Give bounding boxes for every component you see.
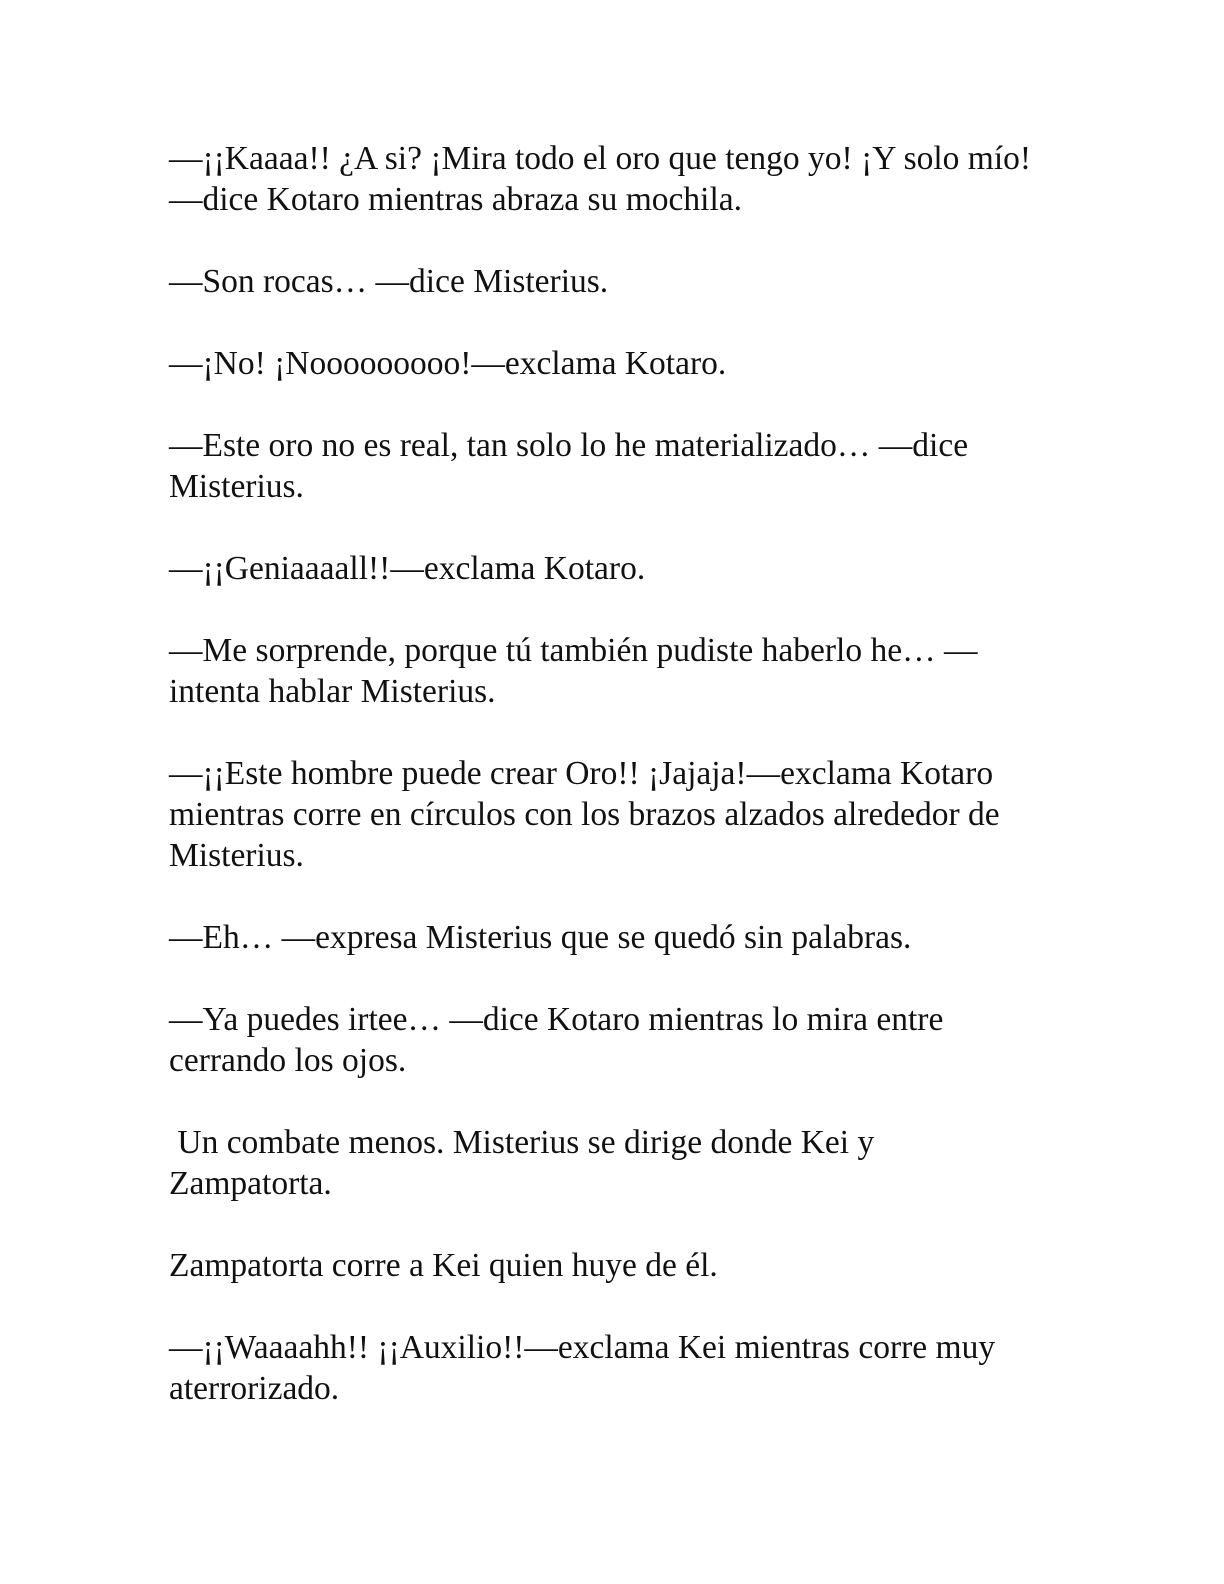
paragraph: —¡¡Este hombre puede crear Oro!! ¡Jajaja!—exclama Kotaro mientras corre en círculos con los brazos alzados alrededor de Misterius.: [169, 755, 1000, 874]
paragraph: —Eh… —expresa Misterius que se quedó sin palabras.: [169, 919, 912, 956]
paragraph: —¡¡Geniaaaall!!—exclama Kotaro.: [169, 550, 646, 587]
paragraph: —¡¡Waaaahh!! ¡¡Auxilio!!—exclama Kei mientras corre muy aterrorizado.: [169, 1329, 996, 1407]
paragraph: Un combate menos. Misterius se dirige donde Kei y Zampatorta.: [169, 1124, 883, 1202]
paragraph: —¡No! ¡Nooooooooo!—exclama Kotaro.: [169, 345, 727, 382]
paragraph: Zampatorta corre a Kei quien huye de él.: [169, 1247, 718, 1284]
paragraph: —¡¡Kaaaa!! ¿A si? ¡Mira todo el oro que tengo yo! ¡Y solo mío!—dice Kotaro mientras abraza su mochila.: [169, 140, 1032, 218]
paragraph: —Son rocas… —dice Misterius.: [169, 263, 609, 300]
paragraph: —Me sorprende, porque tú también pudiste haberlo he… —intenta hablar Misterius.: [169, 632, 978, 710]
body-text: [169, 138, 1039, 1409]
paragraph: —Este oro no es real, tan solo lo he materializado… —dice Misterius.: [169, 427, 969, 505]
paragraph: —Ya puedes irtee… —dice Kotaro mientras lo mira entre cerrando los ojos.: [169, 1001, 944, 1079]
